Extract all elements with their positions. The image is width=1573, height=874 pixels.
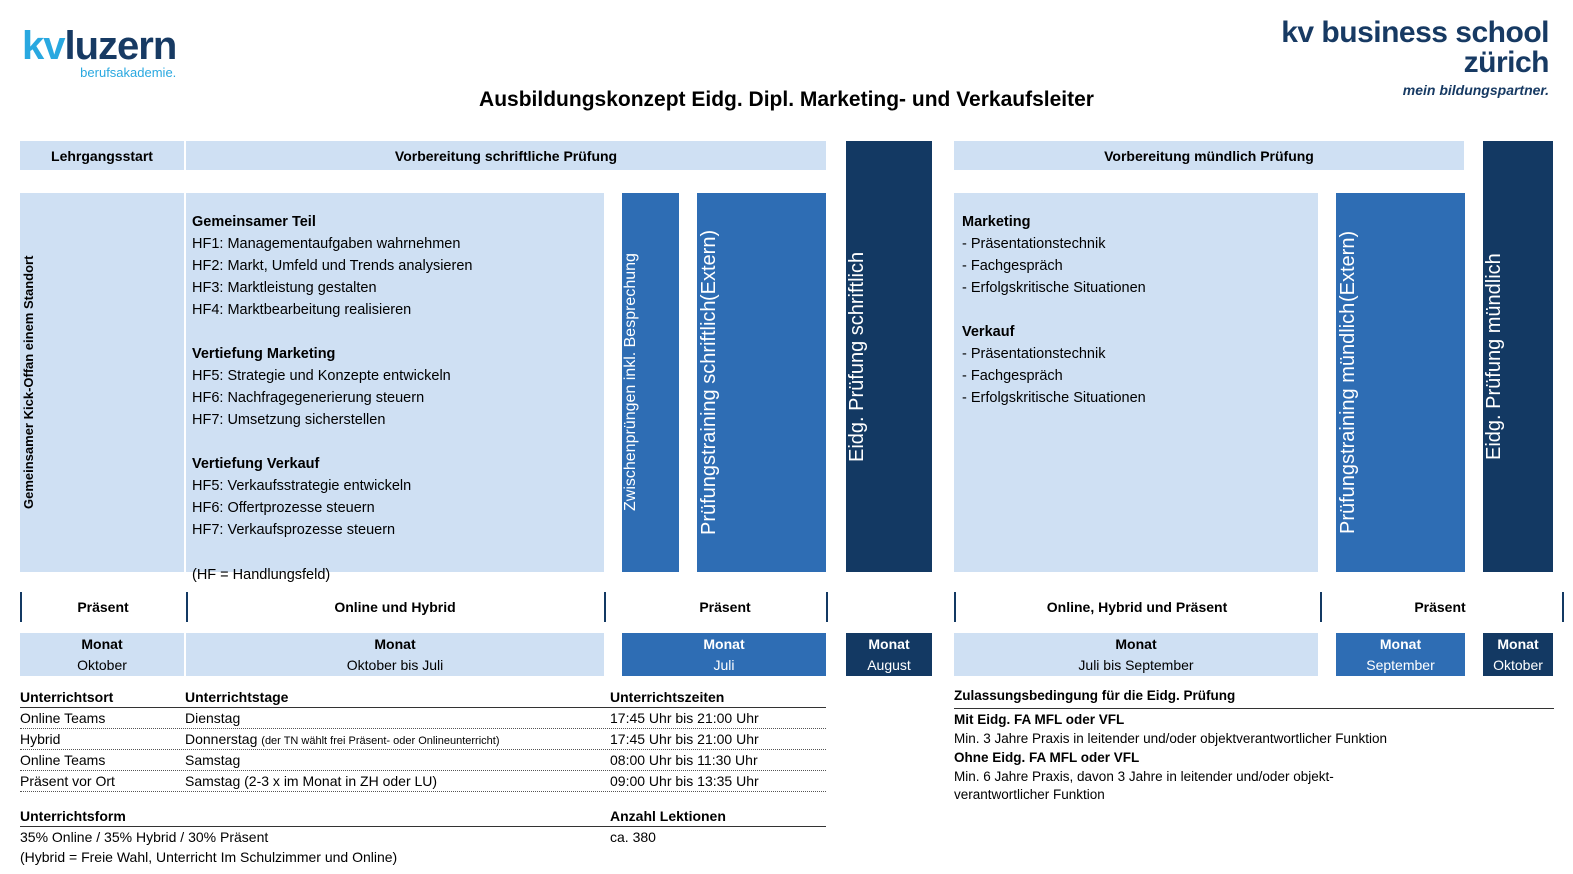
month-cell-3 [622, 633, 826, 676]
curriculum-section-title-1: Vertiefung Marketing [192, 346, 336, 363]
block-curriculum [186, 193, 604, 583]
table-row [20, 750, 826, 771]
oral-item-1-2: - Erfolgskritische Situationen [962, 390, 1146, 407]
form-header-unterrichtsform: Unterrichtsform [20, 808, 126, 824]
schedule-header-tage: Unterrichtstage [185, 689, 289, 705]
oral-item-0-1: - Fachgespräch [962, 258, 1063, 275]
block-pruefungstraining-muendlich-label [1336, 193, 1361, 572]
schedule-tag-0 [185, 708, 610, 728]
page-title: Ausbildungskonzept Eidg. Dipl. Marketing- und Verkaufsleiter [479, 88, 1094, 111]
curriculum-section-title-2: Vertiefung Verkauf [192, 456, 320, 473]
kickoff-line1: Gemeinsamer Kick-Off [21, 369, 36, 510]
curriculum-item-0-2: HF3: Marktleistung gestalten [192, 280, 377, 297]
mode-label-3: Präsent [699, 599, 751, 615]
month-label-5: Monat [1115, 636, 1157, 653]
pt-muendlich-line1: Prüfungstraining mündlich [1337, 302, 1359, 534]
month-label-4: Monat [868, 636, 910, 653]
block-pruefungstraining-schriftlich-label [697, 193, 722, 572]
table-row [20, 708, 826, 729]
admission-case2-title: Ohne Eidg. FA MFL oder VFL [954, 749, 1140, 765]
logo-luzern-text: luzern [64, 24, 177, 68]
logo-kv-luzern [22, 24, 176, 80]
oral-content-list [954, 193, 1318, 409]
month-value-4: August [867, 656, 911, 673]
oral-item-1-0: - Präsentationstechnik [962, 346, 1106, 363]
block-zwischenpruefungen [622, 193, 679, 572]
admission-case2-text-line2: verantwortlicher Funktion [954, 787, 1105, 803]
month-cell-4 [846, 633, 932, 676]
schedule-tag-2 [185, 750, 610, 770]
curriculum-item-1-1: HF6: Nachfragegenerierung steuern [192, 390, 425, 407]
schedule-header-ort: Unterrichtsort [20, 689, 114, 705]
month-value-3: Juli [713, 656, 735, 673]
logo-kv-text: kv [22, 24, 65, 68]
block-eidg-pruefung-muendlich [1483, 141, 1553, 572]
block-kickoff [20, 193, 184, 572]
schedule-tag-text-2: Samstag [185, 752, 241, 768]
schedule-tag-text-1: Donnerstag [185, 731, 258, 747]
month-cell-2 [186, 633, 604, 676]
schedule-table [20, 687, 826, 792]
schedule-zeit-2: 08:00 Uhr bis 11:30 Uhr [610, 752, 758, 768]
pt-schriftlich-line2: (Extern) [698, 229, 720, 301]
block-zwischenpruefungen-label: Zwischenprüngen inkl. Besprechung [622, 253, 639, 512]
mode-label-5: Präsent [1414, 599, 1466, 615]
header-vorbereitung-muendliche-pruefung: Vorbereitung mündlich Prüfung [954, 141, 1464, 170]
block-eidg-pruefung-schriftlich [846, 141, 932, 572]
month-value-5: Juli bis September [1078, 656, 1194, 673]
month-cell-6 [1336, 633, 1465, 676]
admission-case2-text-line1: Min. 6 Jahre Praxis, davon 3 Jahre in leitender und/oder objekt- [954, 768, 1334, 784]
month-value-2: Oktober bis Juli [346, 656, 444, 673]
table-row [20, 827, 826, 847]
month-value-6: September [1366, 656, 1435, 673]
schedule-tag-text-0: Dienstag [185, 710, 241, 726]
curriculum-footnote: (HF = Handlungsfeld) [192, 566, 331, 583]
curriculum-item-0-0: HF1: Managementaufgaben wahrnehmen [192, 236, 461, 253]
curriculum-item-0-3: HF4: Marktbearbeitung realisieren [192, 302, 412, 319]
curriculum-item-2-2: HF7: Verkaufsprozesse steuern [192, 522, 396, 539]
oral-section-title-0: Marketing [962, 214, 1031, 230]
pt-muendlich-line2: (Extern) [1337, 231, 1359, 303]
schedule-tag-text-3: Samstag (2-3 x im Monat in ZH oder LU) [185, 773, 438, 789]
mode-tick-7 [1562, 592, 1564, 622]
admission-case1-text: Min. 3 Jahre Praxis in leitender und/oder objektverantwortlicher Funktion [954, 730, 1387, 746]
pt-schriftlich-line1: Prüfungstraining schriftlich [698, 300, 720, 536]
month-label-2: Monat [374, 636, 416, 653]
admission-case1-title: Mit Eidg. FA MFL oder VFL [954, 711, 1125, 727]
block-pruefungstraining-schriftlich [697, 193, 826, 572]
kickoff-line2: an einem Standort [21, 255, 36, 370]
table-row [20, 847, 826, 867]
mode-tick-4 [826, 592, 828, 622]
schedule-ort-0: Online Teams [20, 710, 106, 726]
oral-item-1-1: - Fachgespräch [962, 368, 1063, 385]
curriculum-item-2-1: HF6: Offertprozesse steuern [192, 500, 375, 517]
form-table [20, 806, 826, 867]
form-value-1: (Hybrid = Freie Wahl, Unterricht Im Schulzimmer und Online) [20, 849, 398, 865]
month-value-7: Oktober [1493, 656, 1543, 673]
schedule-ort-3: Präsent vor Ort [20, 773, 115, 789]
oral-item-0-2: - Erfolgskritische Situationen [962, 280, 1146, 297]
form-lektionen-1 [610, 847, 826, 867]
schedule-zeit-0: 17:45 Uhr bis 21:00 Uhr [610, 710, 759, 726]
schedule-tag-note-1: (der TN wählt frei Präsent- oder Onlineunterricht) [261, 735, 500, 747]
month-label-6: Monat [1379, 636, 1422, 653]
logo-kv-business-school-zurich [1281, 18, 1549, 98]
form-table-header-row [20, 806, 826, 827]
schedule-zeit-1: 17:45 Uhr bis 21:00 Uhr [610, 731, 759, 747]
mode-label-4: Online, Hybrid und Präsent [1046, 599, 1228, 615]
oral-item-0-0: - Präsentationstechnik [962, 236, 1106, 253]
form-value-0: 35% Online / 35% Hybrid / 30% Präsent [20, 829, 269, 845]
curriculum-list [186, 193, 604, 586]
curriculum-section-title-0: Gemeinsamer Teil [192, 214, 316, 230]
schedule-zeit-3: 09:00 Uhr bis 13:35 Uhr [610, 773, 759, 789]
block-eidg-pruefung-muendlich-label: Eidg. Prüfung mündlich [1483, 253, 1505, 460]
block-pruefungstraining-muendlich [1336, 193, 1465, 572]
form-lektionen-0: ca. 380 [610, 829, 656, 845]
block-marketing-verkauf [954, 193, 1318, 572]
month-label-3: Monat [703, 636, 745, 653]
mode-label-2: Online und Hybrid [334, 599, 456, 615]
schedule-tag-3 [185, 771, 610, 791]
schedule-tag-1 [185, 729, 610, 749]
curriculum-item-0-1: HF2: Markt, Umfeld und Trends analysieren [192, 258, 473, 275]
admission-requirements [954, 687, 1554, 805]
schedule-table-header-row [20, 687, 826, 708]
schedule-header-zeiten: Unterrichtszeiten [610, 689, 725, 705]
table-row [20, 729, 826, 750]
header-vorbereitung-schriftliche-pruefung: Vorbereitung schriftliche Prüfung [186, 141, 826, 170]
month-label-7: Monat [1497, 636, 1539, 653]
block-kickoff-label [20, 193, 38, 572]
schedule-ort-1: Hybrid [20, 731, 61, 747]
header-lehrgangsstart: Lehrgangsstart [20, 141, 184, 170]
block-eidg-pruefung-schriftlich-label: Eidg. Prüfung schriftlich [846, 251, 868, 462]
curriculum-item-2-0: HF5: Verkaufsstrategie entwickeln [192, 478, 412, 495]
month-cell-7 [1483, 633, 1553, 676]
form-header-anzahl-lektionen: Anzahl Lektionen [610, 808, 726, 824]
month-cell-5 [954, 633, 1318, 676]
logo-zurich-line2: zürich [1463, 46, 1549, 79]
schedule-ort-2: Online Teams [20, 752, 106, 768]
month-cell-1 [20, 633, 184, 676]
logo-luzern-tagline: berufsakademie. [80, 65, 177, 80]
admission-title: Zulassungsbedingung für die Eidg. Prüfung [954, 687, 1554, 709]
curriculum-item-1-2: HF7: Umsetzung sicherstellen [192, 412, 386, 429]
logo-zurich-line1: kv business school [1281, 16, 1549, 49]
table-row [20, 771, 826, 792]
curriculum-item-1-0: HF5: Strategie und Konzepte entwickeln [192, 368, 451, 385]
month-value-1: Oktober [77, 656, 127, 673]
month-label-1: Monat [81, 636, 123, 653]
mode-label-1: Präsent [77, 599, 129, 615]
oral-section-title-1: Verkauf [962, 324, 1015, 341]
mode-tick-6 [1320, 592, 1322, 622]
mode-tick-3 [604, 592, 606, 622]
logo-zurich-tagline: mein bildungspartner. [1402, 82, 1549, 98]
